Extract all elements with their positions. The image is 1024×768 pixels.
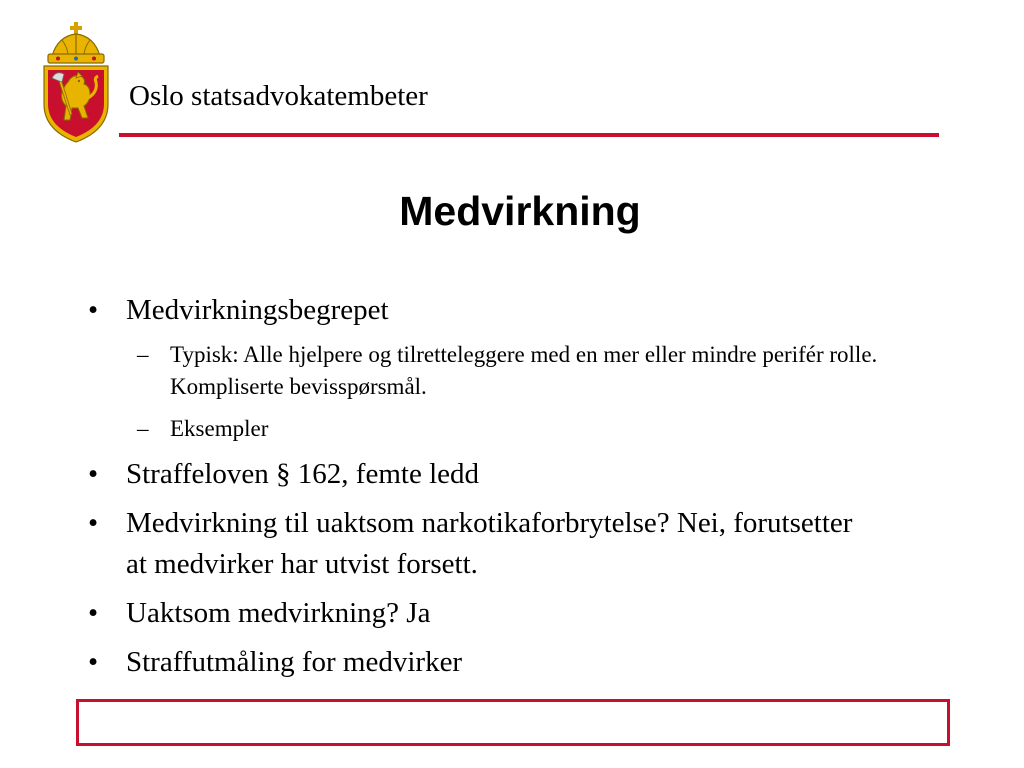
bullet-text: Straffutmåling for medvirker — [126, 646, 463, 678]
bullet-text: Uaktsom medvirkning? Ja — [126, 597, 431, 629]
sub-bullet-text: Typisk: Alle hjelpere og tilretteleggere med en mer eller mindre perifér rolle. Kompliserte bevisspørsmål. — [170, 342, 878, 399]
bullet-item — [88, 642, 938, 683]
bullet-item — [88, 454, 938, 495]
bullet-item — [88, 593, 938, 634]
header-divider — [119, 133, 939, 137]
bullet-marker: • — [88, 597, 99, 629]
organization-name: Oslo statsadvokatembeter — [129, 80, 428, 112]
sub-bullet-marker: – — [137, 416, 149, 441]
sub-bullet-item — [137, 339, 927, 403]
bullet-marker: • — [88, 507, 99, 539]
bullet-item — [88, 290, 938, 331]
bullet-text: Straffeloven § 162, femte ledd — [126, 458, 479, 490]
bullet-marker: • — [88, 458, 99, 490]
footer-frame — [76, 699, 950, 746]
sub-bullet-text: Eksempler — [170, 416, 269, 441]
sub-bullet-item — [137, 413, 927, 445]
sub-bullet-marker: – — [137, 342, 149, 367]
bullet-text: Medvirkning til uaktsom narkotikaforbrytelse? Nei, forutsetter at medvirker har utvist forsett. — [126, 507, 853, 580]
bullet-marker: • — [88, 294, 99, 326]
bullet-text: Medvirkningsbegrepet — [126, 294, 389, 326]
slide-title: Medvirkning — [399, 188, 641, 234]
bullet-marker: • — [88, 646, 99, 678]
norwegian-coat-of-arms-icon — [38, 22, 114, 144]
bullet-item — [88, 503, 868, 585]
